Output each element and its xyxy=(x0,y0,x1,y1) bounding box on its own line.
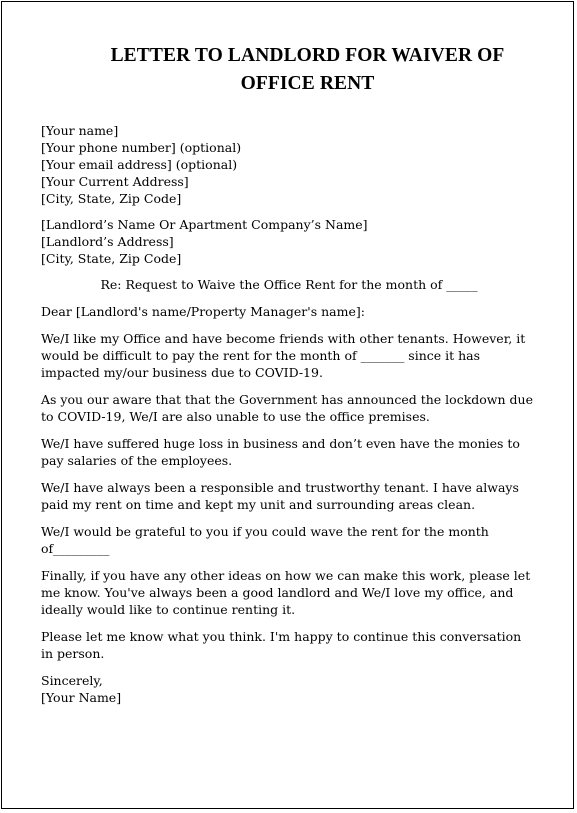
landlord-address: [Landlord’s Address] xyxy=(41,234,174,249)
landlord-name: [Landlord’s Name Or Apartment Company’s Name] xyxy=(41,217,368,232)
sender-address: [Your Current Address] xyxy=(41,174,189,189)
body-paragraph: As you our aware that that the Government has announced the lockdown due to COVID-19, We/I are also unable to use the office premises. xyxy=(41,392,533,424)
sender-name: [Your name] xyxy=(41,123,119,138)
body-paragraph: We/I have suffered huge loss in business and don’t even have the monies to pay salaries of the employees. xyxy=(41,436,520,468)
sender-address-block xyxy=(41,122,537,207)
subject-line: Re: Request to Waive the Office Rent for the month of _____ xyxy=(100,277,478,292)
body-paragraph: Please let me know what you think. I'm happy to continue this conversation in person. xyxy=(41,629,522,661)
sender-city: [City, State, Zip Code] xyxy=(41,191,182,206)
salutation: Dear [Landlord's name/Property Manager's name]: xyxy=(41,304,365,319)
title-line-1: LETTER TO LANDLORD FOR WAIVER OF xyxy=(110,45,505,66)
title-line-2: OFFICE RENT xyxy=(240,73,375,94)
body-paragraph: We/I would be grateful to you if you could wave the rent for the month of_________ xyxy=(41,524,489,556)
valediction: Sincerely, xyxy=(41,673,103,688)
sender-email: [Your email address] (optional) xyxy=(41,157,238,172)
sender-phone: [Your phone number] (optional) xyxy=(41,140,242,155)
letter-body xyxy=(41,122,537,706)
landlord-city: [City, State, Zip Code] xyxy=(41,251,182,266)
letter-page xyxy=(1,1,574,809)
body-paragraph: Finally, if you have any other ideas on how we can make this work, please let me know. You've always been a good landlord and We/I love my office, and ideally would like to continue renting it. xyxy=(41,568,531,617)
body-paragraph: We/I like my Office and have become friends with other tenants. However, it would be difficult to pay the rent for the month of _______ since it has impacted my/our business due to COVID-19. xyxy=(41,331,526,380)
letter-title xyxy=(42,42,573,98)
landlord-address-block xyxy=(41,216,537,267)
body-paragraph: We/I have always been a responsible and trustworthy tenant. I have always paid my rent on time and kept my unit and surrounding areas clean. xyxy=(41,480,519,512)
closing-block xyxy=(41,672,537,706)
signature: [Your Name] xyxy=(41,690,122,705)
